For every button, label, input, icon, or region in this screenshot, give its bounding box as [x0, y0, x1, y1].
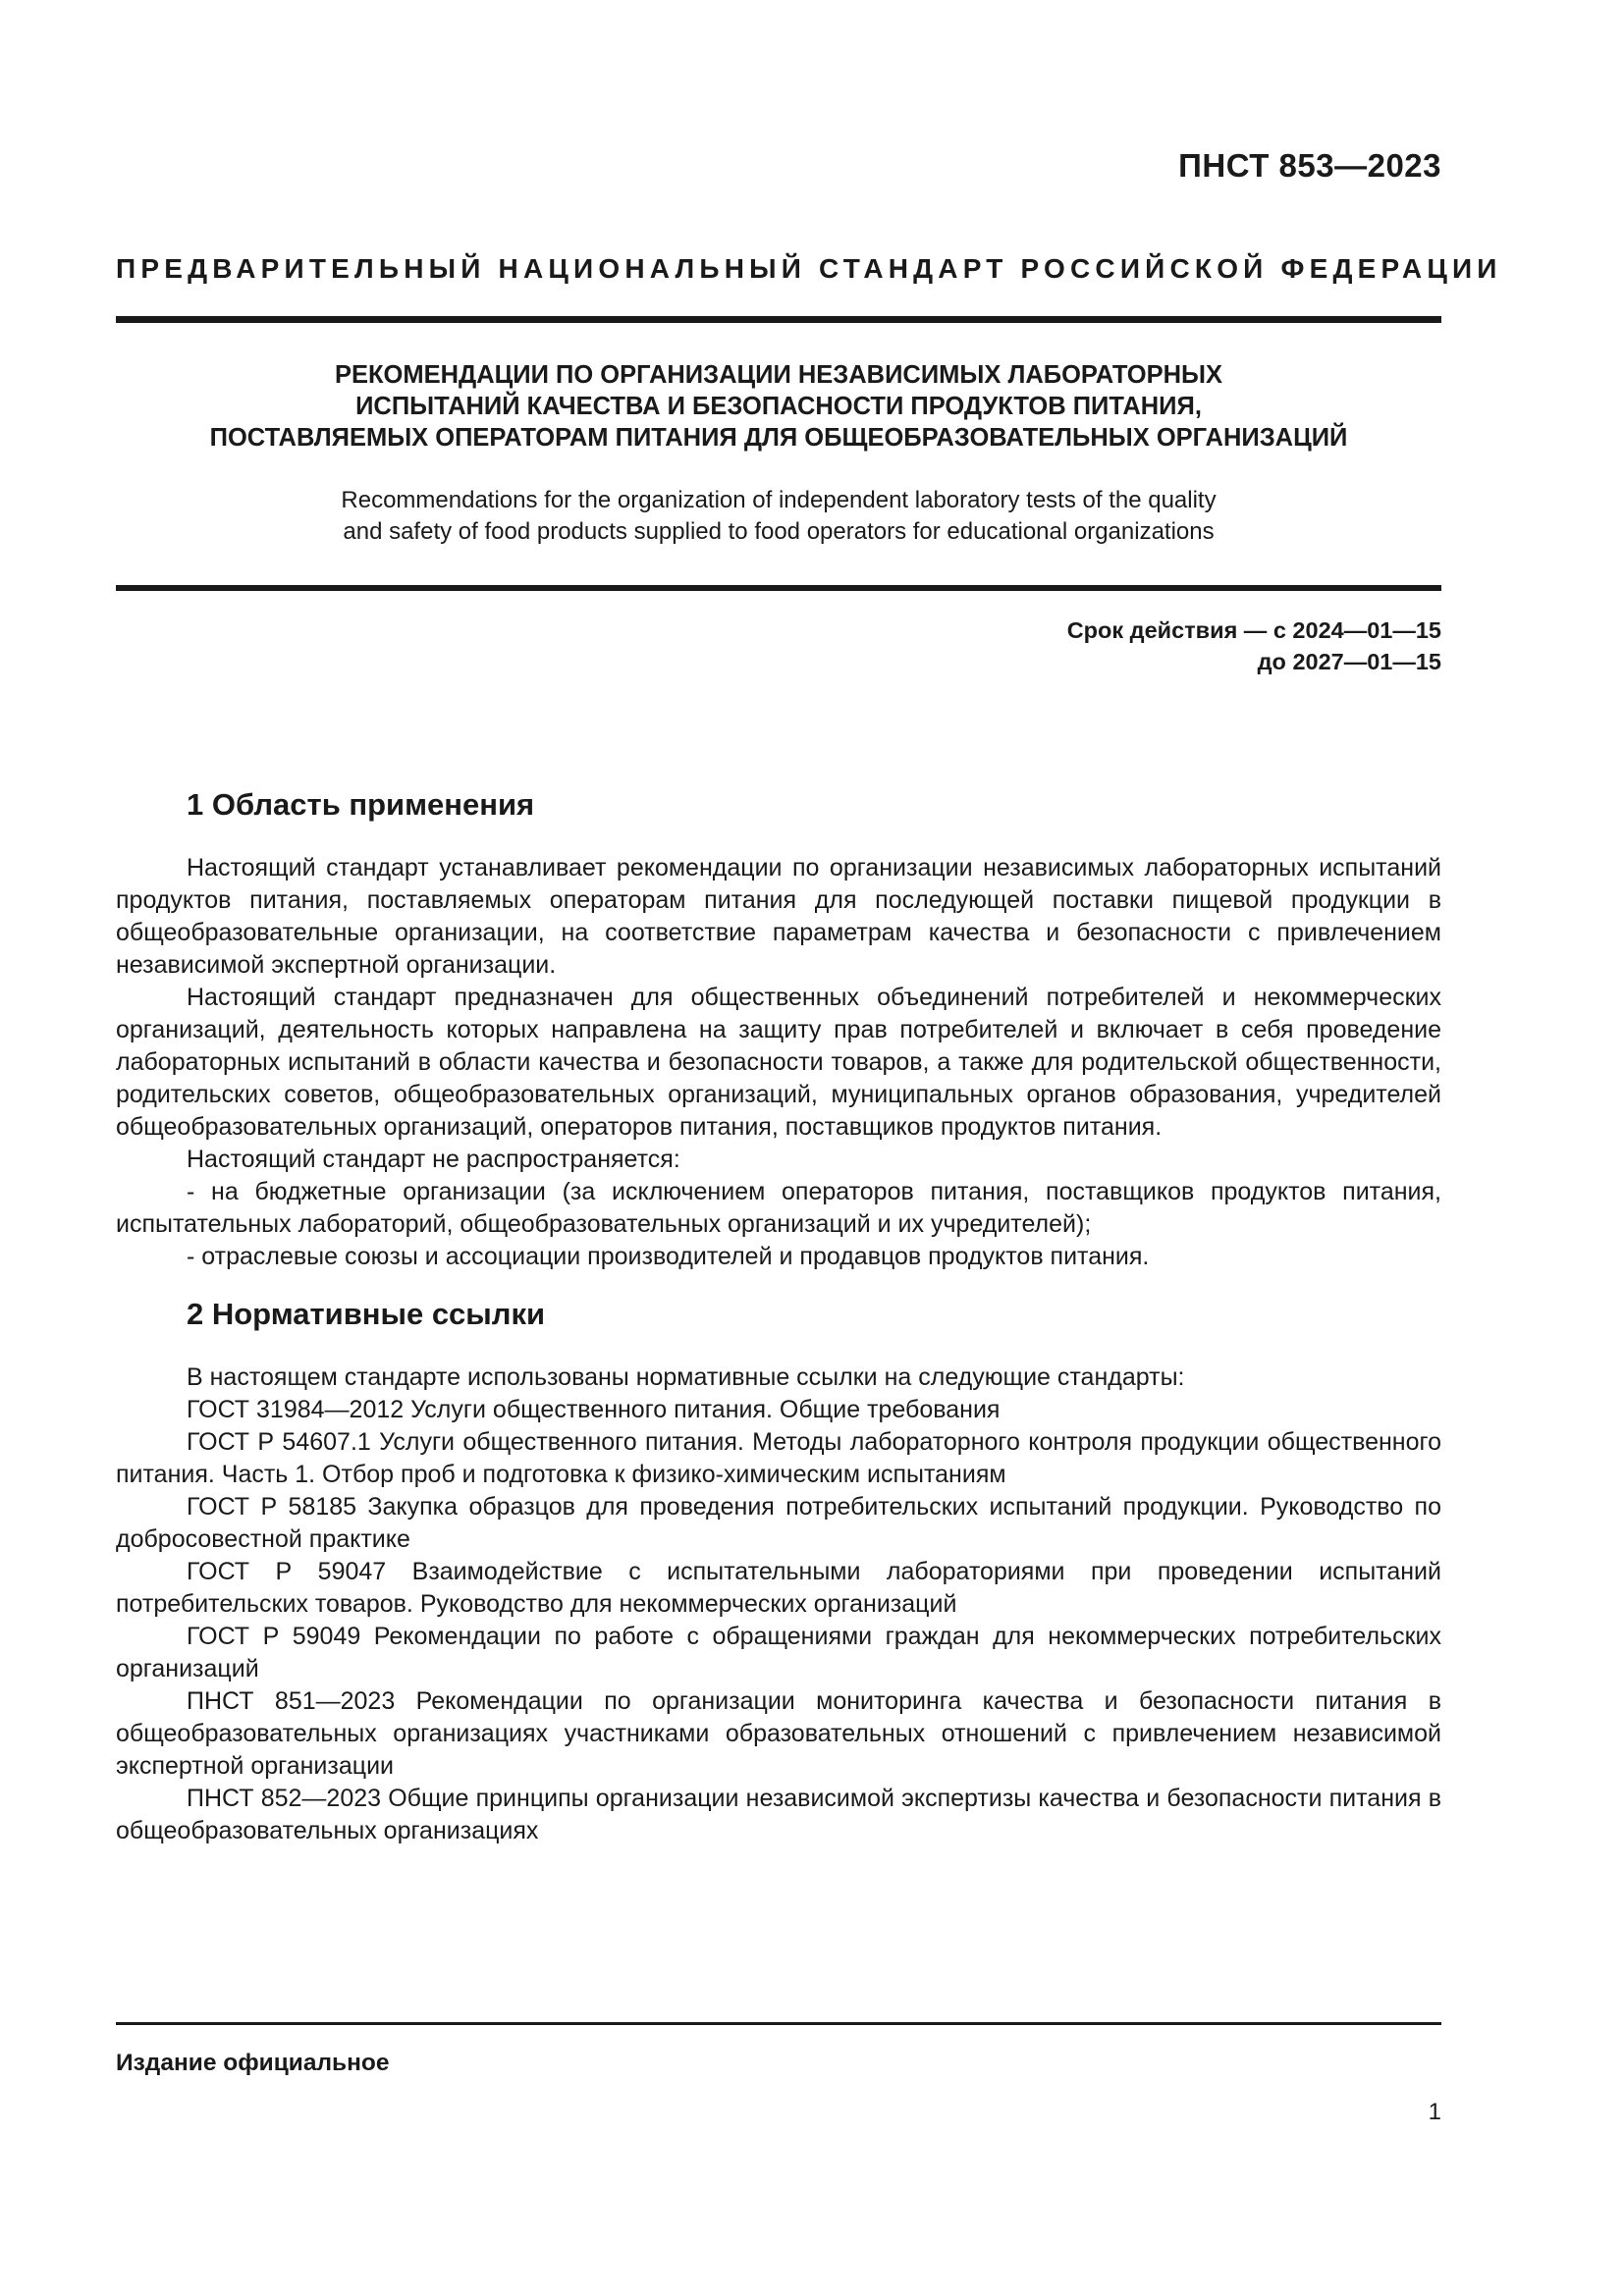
- normative-reference: ГОСТ Р 59049 Рекомендации по работе с обращениями граждан для некоммерческих потребительских организаций: [116, 1623, 1441, 1682]
- title-ru-line-2: ИСПЫТАНИЙ КАЧЕСТВА И БЕЗОПАСНОСТИ ПРОДУКТОВ ПИТАНИЯ,: [355, 393, 1202, 420]
- normative-reference: ГОСТ Р 54607.1 Услуги общественного питания. Методы лабораторного контроля продукции общественного питания. Часть 1. Отбор проб и подготовка к физико-химическим испытаниям: [116, 1428, 1441, 1488]
- title-ru-line-1: РЕКОМЕНДАЦИИ ПО ОРГАНИЗАЦИИ НЕЗАВИСИМЫХ ЛАБОРАТОРНЫХ: [334, 361, 1223, 389]
- section-1-list-item: - отраслевые союзы и ассоциации производителей и продавцов продуктов питания.: [187, 1243, 1150, 1270]
- section-1-paragraph: Настоящий стандарт предназначен для общественных объединений потребителей и некоммерческих организаций, деятельность которых направлена на защиту прав потребителей и включает в себя проведение лабораторных испытаний в области качества и безопасности товаров, а также для родительской общественности, родительских советов, общеобразовательных организаций, муниципальных органов образования, учредителей общеобразовательных организаций, операторов питания, поставщиков продуктов питания.: [116, 984, 1441, 1141]
- section-1-list-item: - на бюджетные организации (за исключением операторов питания, поставщиков продуктов питания, испытательных лабораторий, общеобразовательных организаций и их учредителей);: [116, 1178, 1441, 1238]
- title-divider: [116, 585, 1441, 591]
- document-designation: ПНСТ 853—2023: [1178, 147, 1441, 184]
- section-1-paragraph: Настоящий стандарт устанавливает рекомендации по организации независимых лабораторных испытаний продуктов питания, поставляемых операторам питания для последующей поставки пищевой продукции в общеобразовательные организации, на соответствие параметрам качества и безопасности с привлечением независимой экспертной организации.: [116, 854, 1441, 979]
- normative-reference: ПНСТ 851—2023 Рекомендации по организации мониторинга качества и безопасности питания в общеобразовательных организациях участниками образовательных отношений с привлечением независимой экспертной организации: [116, 1687, 1441, 1780]
- title-ru-line-3: ПОСТАВЛЯЕМЫХ ОПЕРАТОРАМ ПИТАНИЯ ДЛЯ ОБЩЕОБРАЗОВАТЕЛЬНЫХ ОРГАНИЗАЦИЙ: [209, 424, 1348, 452]
- validity-start: Срок действия — с 2024—01—15: [1066, 617, 1441, 643]
- edition-label: Издание официальное: [116, 2050, 390, 2076]
- validity-end: до 2027—01—15: [1257, 649, 1441, 674]
- normative-reference: ГОСТ 31984—2012 Услуги общественного питания. Общие требования: [187, 1396, 1001, 1423]
- standard-type-heading: ПРЕДВАРИТЕЛЬНЫЙ НАЦИОНАЛЬНЫЙ СТАНДАРТ РОССИЙСКОЙ ФЕДЕРАЦИИ: [116, 253, 1502, 284]
- normative-reference: ПНСТ 852—2023 Общие принципы организации независимой экспертизы качества и безопасности питания в общеобразовательных организациях: [116, 1785, 1441, 1844]
- normative-reference: ГОСТ Р 58185 Закупка образцов для проведения потребительских испытаний продукции. Руководство по добросовестной практике: [116, 1493, 1441, 1553]
- footer-divider: [116, 2022, 1441, 2025]
- normative-reference: ГОСТ Р 59047 Взаимодействие с испытательными лабораториями при проведении испытаний потребительских товаров. Руководство для некоммерческих организаций: [116, 1558, 1441, 1618]
- section-1-heading: 1 Область применения: [187, 787, 535, 822]
- validity-period: [1067, 614, 1441, 677]
- section-2-paragraph: В настоящем стандарте использованы нормативные ссылки на следующие стандарты:: [187, 1363, 1185, 1391]
- page-number: 1: [1428, 2099, 1441, 2125]
- document-body: [116, 785, 1441, 1847]
- section-2-heading: 2 Нормативные ссылки: [187, 1297, 546, 1331]
- section-1-paragraph: Настоящий стандарт не распространяется:: [187, 1146, 680, 1173]
- document-title-english: [116, 485, 1441, 548]
- top-divider: [116, 316, 1441, 323]
- document-title-russian: [116, 359, 1441, 454]
- title-en-line-1: Recommendations for the organization of independent laboratory tests of the quality: [341, 487, 1217, 513]
- title-en-line-2: and safety of food products supplied to food operators for educational organizations: [343, 518, 1215, 545]
